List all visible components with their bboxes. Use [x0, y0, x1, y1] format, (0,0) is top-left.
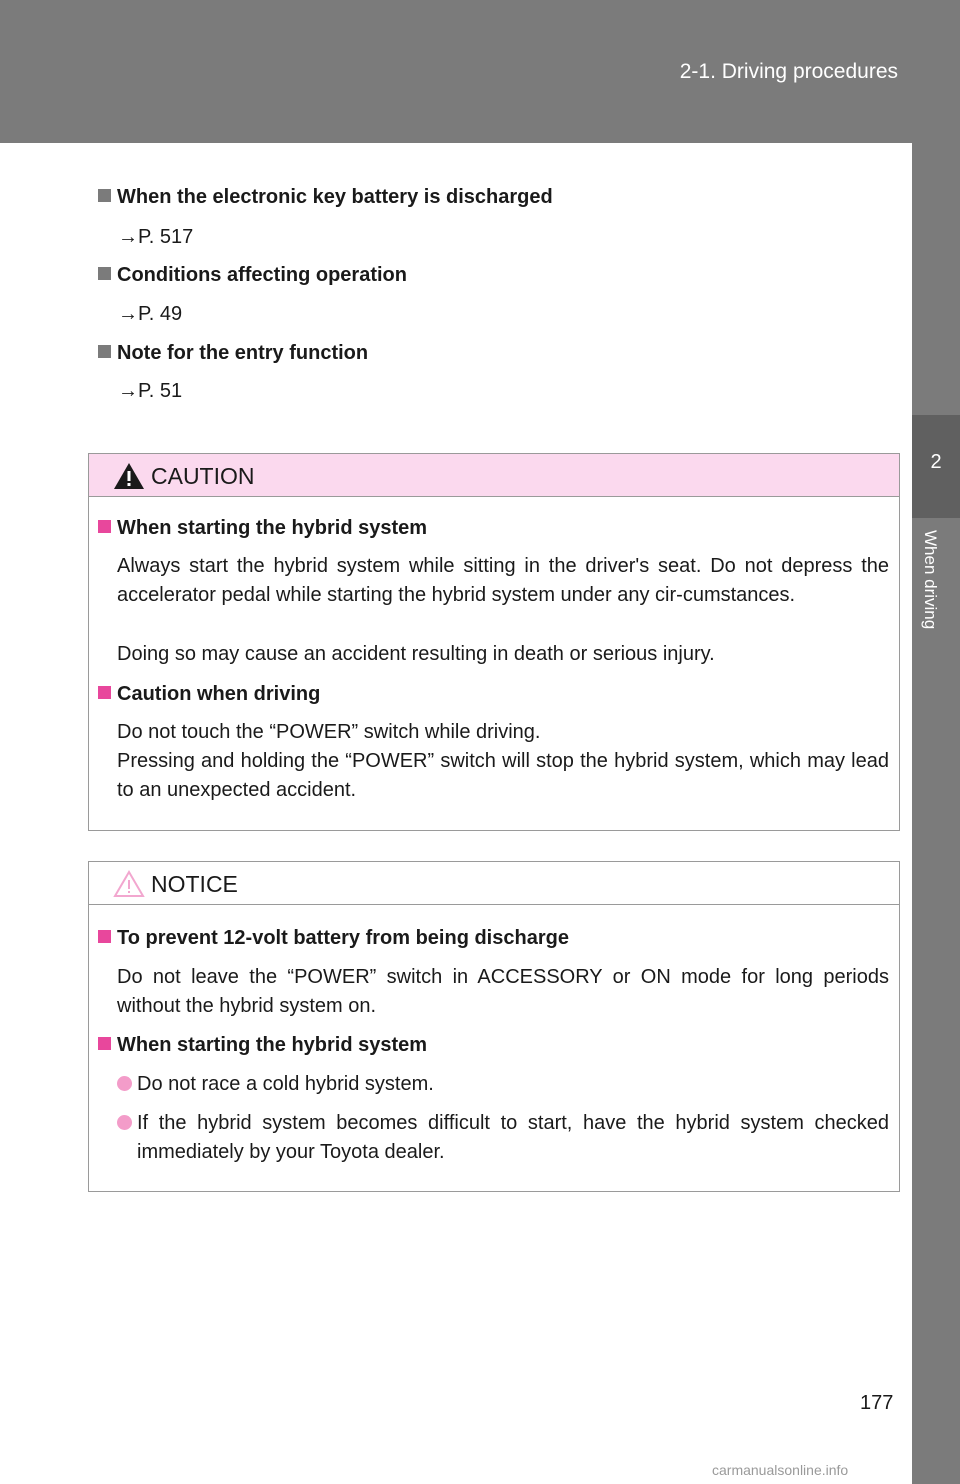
side-tab-band	[912, 518, 960, 1484]
page-reference[interactable]: →P. 517	[118, 226, 194, 248]
page-reference[interactable]: →P. 49	[118, 303, 183, 325]
square-bullet-icon	[98, 189, 111, 202]
notice-label: NOTICE	[151, 871, 238, 897]
caution-text: Do not touch the “POWER” switch while driving.	[117, 721, 541, 743]
page-number: 177	[860, 1392, 894, 1414]
square-bullet-icon	[98, 520, 111, 533]
caution-text: Always start the hybrid system while sitting in the driver's seat. Do not depress the accelerator pedal while starting the hybrid system under any cir-cumstances.	[117, 555, 889, 606]
square-bullet-icon	[98, 345, 111, 358]
section-heading: Conditions affecting operation	[98, 264, 407, 287]
notice-subheading: When starting the hybrid system	[98, 1034, 427, 1057]
square-bullet-icon	[98, 686, 111, 699]
caution-label: CAUTION	[151, 463, 255, 489]
warning-triangle-outline-icon	[113, 870, 145, 898]
square-bullet-icon	[98, 267, 111, 280]
warning-triangle-icon	[113, 462, 145, 490]
notice-box	[88, 861, 900, 1192]
notice-bullet: If the hybrid system becomes difficult to start, have the hybrid system checked immediately by your Toyota dealer.	[117, 1109, 889, 1167]
bullet-dot-icon	[117, 1115, 132, 1130]
bullet-dot-icon	[117, 1076, 132, 1091]
section-title: 2-1. Driving procedures	[679, 60, 898, 83]
watermark: carmanualsonline.info	[712, 1462, 849, 1478]
caution-text: Doing so may cause an accident resulting in death or serious injury.	[117, 643, 715, 665]
caution-header	[89, 454, 899, 497]
caution-text: Pressing and holding the “POWER” switch will stop the hybrid system, which may lead to an unexpected accident.	[117, 750, 889, 801]
square-bullet-icon	[98, 1037, 111, 1050]
caution-box	[88, 453, 900, 831]
page-header	[0, 0, 960, 143]
square-bullet-icon	[98, 930, 111, 943]
notice-bullet: Do not race a cold hybrid system.	[117, 1070, 889, 1099]
section-heading: Note for the entry function	[98, 342, 368, 365]
side-tab-band	[912, 143, 960, 415]
page-reference[interactable]: →P. 51	[118, 380, 183, 402]
chapter-label: When driving	[921, 530, 940, 630]
section-heading: When the electronic key battery is discharged	[98, 186, 553, 209]
notice-header	[89, 862, 899, 905]
chapter-tab[interactable]	[912, 415, 960, 518]
caution-subheading: Caution when driving	[98, 683, 320, 706]
caution-subheading: When starting the hybrid system	[98, 517, 427, 540]
chapter-number: 2	[930, 451, 942, 473]
notice-text: Do not leave the “POWER” switch in ACCESSORY or ON mode for long periods without the hybrid system on.	[117, 966, 889, 1017]
notice-subheading: To prevent 12-volt battery from being discharge	[98, 927, 569, 950]
